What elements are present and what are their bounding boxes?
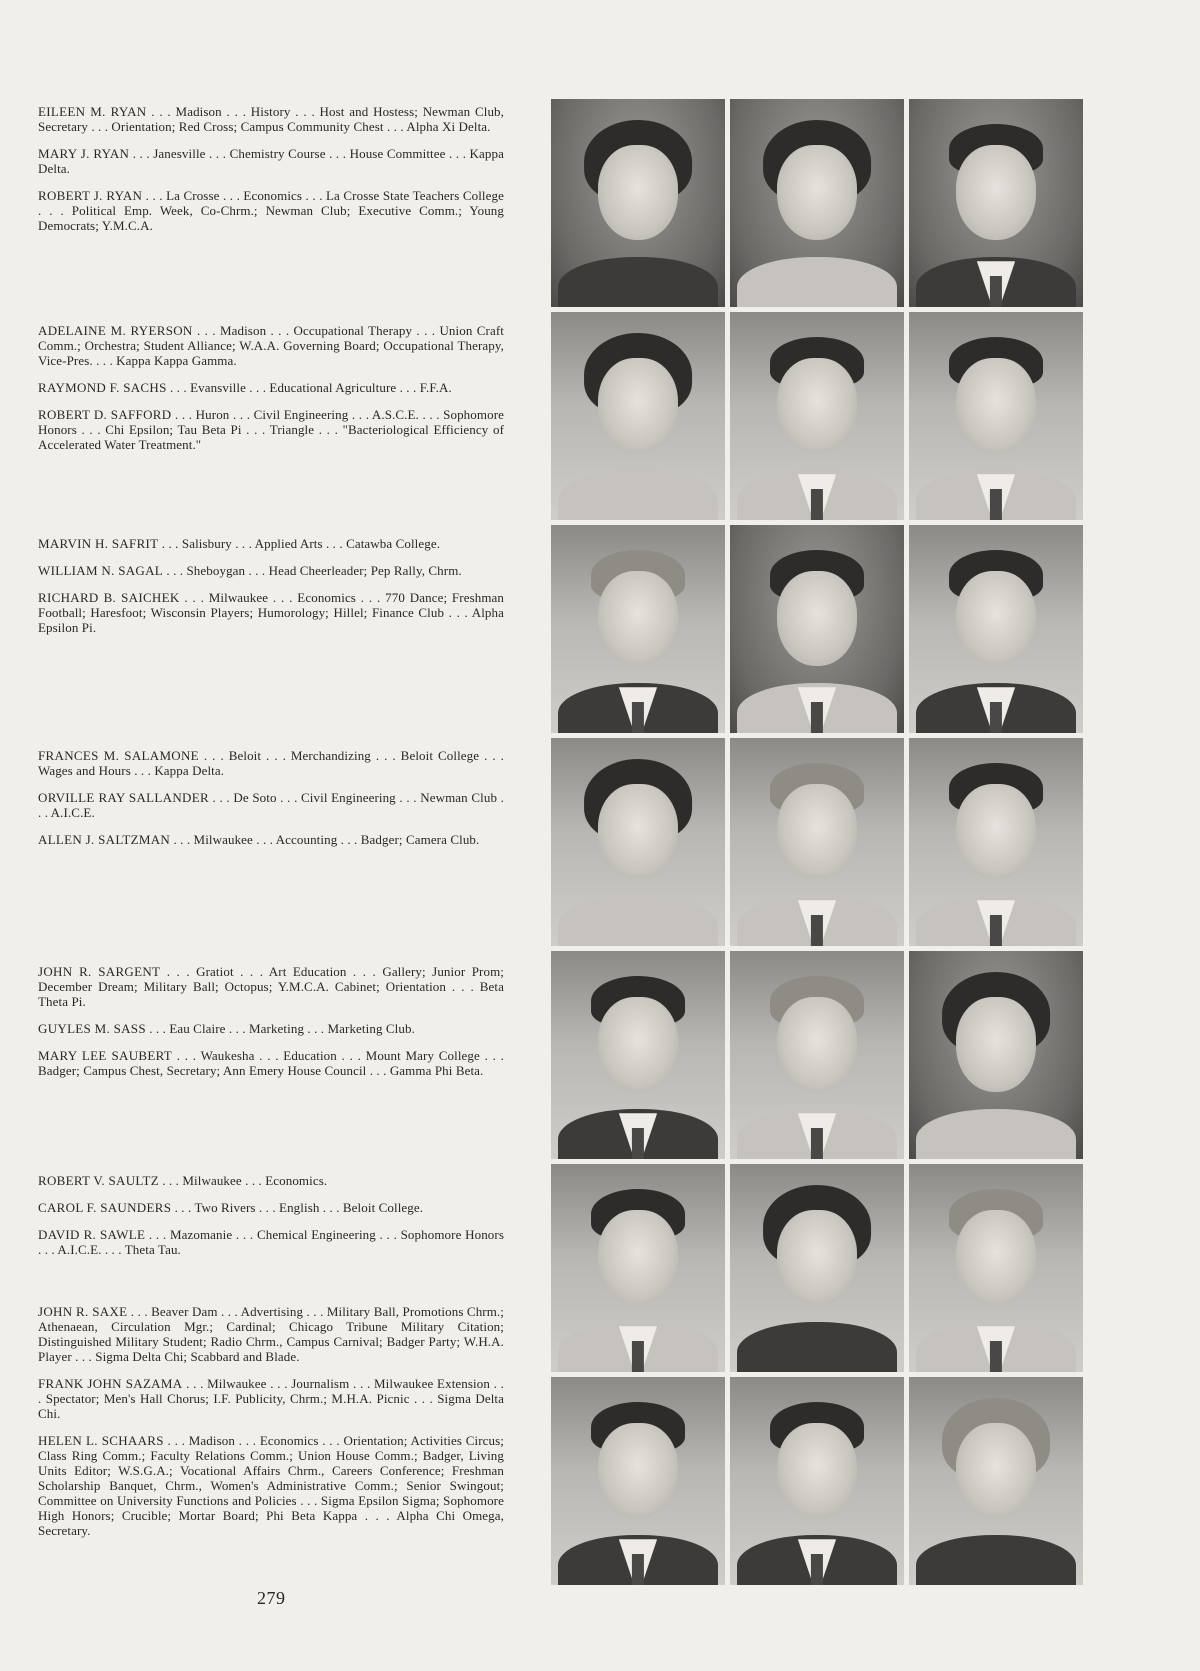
entry-group: [38, 536, 504, 647]
student-name: JOHN R. SAXE: [38, 1304, 128, 1319]
student-entry: [38, 563, 504, 578]
student-details: . . . Huron . . . Civil Engineering . . . A.S.C.E. . . . Sophomore Honors . . . Chi Epsilon; Tau Beta Pi . . . Triangle . . . "Bacteriological Efficiency of Accelerated Water Treatment.": [38, 407, 504, 452]
portrait-photo: [551, 525, 725, 733]
student-entry: [38, 1227, 504, 1257]
student-name: HELEN L. SCHAARS: [38, 1433, 164, 1448]
student-entry: [38, 748, 504, 778]
entry-group: [38, 1173, 504, 1269]
student-name: ALLEN J. SALTZMAN: [38, 832, 171, 847]
student-entry: [38, 790, 504, 820]
student-name: FRANCES M. SALAMONE: [38, 748, 199, 763]
student-entry: [38, 1048, 504, 1078]
student-entry: [38, 1304, 504, 1364]
student-entry: [38, 590, 504, 635]
entry-group: [38, 1304, 504, 1550]
student-details: . . . Madison . . . Economics . . . Orientation; Activities Circus; Class Ring Comm.; Faculty Relations Comm.; Union House Comm.; Badger, Living Units Editor; W.S.G.A.; Vocational Affairs Chrm., Careers Conference; Freshman Scholarship Banquet, Chrm., Women's Administrative Comm.; Senior Swingout; Committee on University Functions and Policies . . . Sigma Epsilon Sigma; Sophomore High Honors; Crucible; Mortar Board; Phi Beta Kappa . . . Alpha Chi Omega, Secretary.: [38, 1433, 504, 1538]
student-name: GUYLES M. SASS: [38, 1021, 146, 1036]
portrait-photo: [730, 525, 904, 733]
student-name: CAROL F. SAUNDERS: [38, 1200, 172, 1215]
student-entry: [38, 380, 504, 395]
student-entry: [38, 146, 504, 176]
student-details: . . . Beloit . . . Merchandizing . . . Beloit College . . . Wages and Hours . . . Kappa Delta.: [38, 748, 504, 778]
portrait-photo: [730, 951, 904, 1159]
student-entry: [38, 323, 504, 368]
student-entry: [38, 1376, 504, 1421]
entry-group: [38, 748, 504, 859]
student-details: . . . De Soto . . . Civil Engineering . . . Newman Club . . . A.I.C.E.: [38, 790, 505, 820]
student-details: . . . Salisbury . . . Applied Arts . . . Catawba College.: [158, 536, 441, 551]
student-entry: [38, 188, 504, 233]
portrait-photo: [730, 1164, 904, 1372]
portrait-photo: [551, 738, 725, 946]
student-name: EILEEN M. RYAN: [38, 104, 147, 119]
student-name: FRANK JOHN SAZAMA: [38, 1376, 183, 1391]
portrait-photo: [909, 312, 1083, 520]
student-details: . . . Eau Claire . . . Marketing . . . Marketing Club.: [145, 1021, 415, 1036]
student-details: . . . Milwaukee . . . Accounting . . . Badger; Camera Club.: [170, 832, 480, 847]
student-entry: [38, 1173, 504, 1188]
portrait-photo: [551, 312, 725, 520]
student-details: . . . Waukesha . . . Education . . . Mount Mary College . . . Badger; Campus Chest, Secretary; Ann Emery House Council . . . Gamma Phi Beta.: [38, 1048, 504, 1078]
student-entry: [38, 1433, 504, 1538]
student-name: RICHARD B. SAICHEK: [38, 590, 180, 605]
student-details: . . . Milwaukee . . . Journalism . . . Milwaukee Extension . . . Spectator; Men's Hall Chorus; I.F. Publicity, Chrm.; M.H.A. Picnic . . . Sigma Delta Chi.: [38, 1376, 504, 1421]
entry-group: [38, 323, 504, 464]
student-entry: [38, 832, 504, 847]
student-details: . . . Milwaukee . . . Economics . . . 770 Dance; Freshman Football; Haresfoot; Wisconsin Players; Humorology; Hillel; Finance Club . . . Alpha Epsilon Pi.: [38, 590, 505, 635]
student-details: . . . Janesville . . . Chemistry Course . . . House Committee . . . Kappa Delta.: [38, 146, 504, 176]
student-name: ROBERT V. SAULTZ: [38, 1173, 159, 1188]
student-entry: [38, 1200, 504, 1215]
student-entry: [38, 536, 504, 551]
student-name: ADELAINE M. RYERSON: [38, 323, 193, 338]
student-name: WILLIAM N. SAGAL: [38, 563, 164, 578]
entry-group: [38, 964, 504, 1090]
portrait-photo: [909, 1164, 1083, 1372]
portrait-photo: [551, 99, 725, 307]
entry-group: [38, 104, 504, 245]
portrait-photo: [909, 738, 1083, 946]
student-name: ROBERT J. RYAN: [38, 188, 143, 203]
portrait-photo: [730, 738, 904, 946]
student-name: MARVIN H. SAFRIT: [38, 536, 159, 551]
student-name: MARY LEE SAUBERT: [38, 1048, 173, 1063]
student-name: DAVID R. SAWLE: [38, 1227, 146, 1242]
student-name: ORVILLE RAY SALLANDER: [38, 790, 209, 805]
portrait-photo: [551, 1164, 725, 1372]
student-entry: [38, 1021, 504, 1036]
portrait-photo: [909, 525, 1083, 733]
student-details: . . . Sheboygan . . . Head Cheerleader; Pep Rally, Chrm.: [163, 563, 462, 578]
portrait-photo: [909, 951, 1083, 1159]
student-name: RAYMOND F. SACHS: [38, 380, 167, 395]
student-details: . . . Beaver Dam . . . Advertising . . . Military Ball, Promotions Chrm.; Athenaean, Circulation Mgr.; Cardinal; Chicago Tribune Military Citation; Distinguished Military Student; Radio Chrm., Campus Carnival; Badger Party; W.H.A. Player . . . Sigma Delta Chi; Scabbard and Blade.: [38, 1304, 504, 1364]
student-details: . . . Evansville . . . Educational Agriculture . . . F.F.A.: [166, 380, 452, 395]
student-details: . . . Madison . . . History . . . Host and Hostess; Newman Club, Secretary . . . Orientation; Red Cross; Campus Community Chest . . . Alpha Xi Delta.: [38, 104, 504, 134]
student-entry: [38, 104, 504, 134]
student-details: . . . Mazomanie . . . Chemical Engineering . . . Sophomore Honors . . . A.I.C.E. . . . Theta Tau.: [38, 1227, 504, 1257]
student-details: . . . La Crosse . . . Economics . . . La Crosse State Teachers College . . . Political Emp. Week, Co-Chrm.; Newman Club; Executive Comm.; Young Democrats; Y.M.C.A.: [38, 188, 504, 233]
portrait-photo: [551, 951, 725, 1159]
page-number: 279: [257, 1588, 286, 1608]
student-entry: [38, 964, 504, 1009]
portrait-photo: [909, 99, 1083, 307]
student-details: . . . Gratiot . . . Art Education . . . Gallery; Junior Prom; December Dream; Military Ball; Octopus; Y.M.C.A. Cabinet; Orientation . . . Beta Theta Pi.: [38, 964, 504, 1009]
portrait-photo: [730, 312, 904, 520]
portrait-photo: [909, 1377, 1083, 1585]
portrait-photo: [730, 1377, 904, 1585]
student-name: MARY J. RYAN: [38, 146, 130, 161]
student-details: . . . Milwaukee . . . Economics.: [158, 1173, 328, 1188]
student-entry: [38, 407, 504, 452]
portrait-grid: [551, 99, 1083, 1585]
portrait-photo: [551, 1377, 725, 1585]
student-details: . . . Madison . . . Occupational Therapy . . . Union Craft Comm.; Orchestra; Student Alliance; W.A.A. Governing Board; Occupational Therapy, Vice-Pres. . . . Kappa Kappa Gamma.: [38, 323, 504, 368]
student-name: JOHN R. SARGENT: [38, 964, 161, 979]
student-details: . . . Two Rivers . . . English . . . Beloit College.: [171, 1200, 424, 1215]
student-name: ROBERT D. SAFFORD: [38, 407, 172, 422]
portrait-photo: [730, 99, 904, 307]
